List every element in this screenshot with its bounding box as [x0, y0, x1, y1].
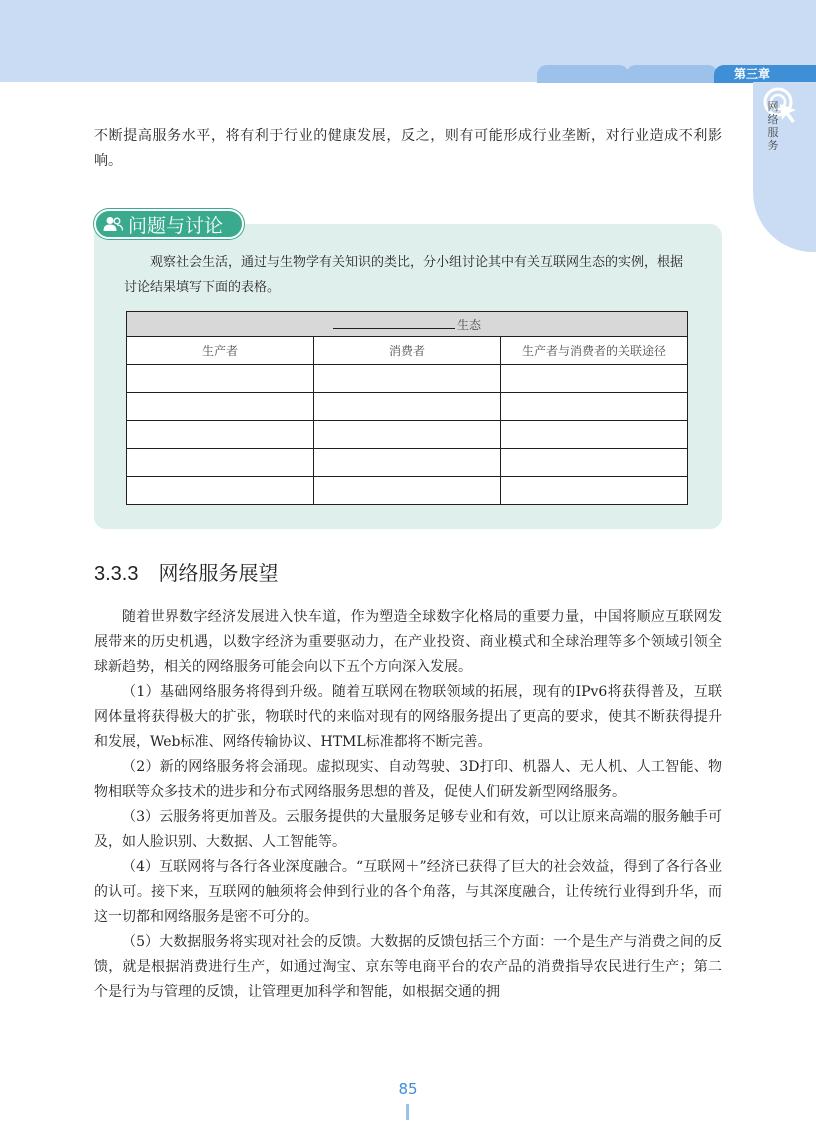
table-cell[interactable] [314, 449, 501, 477]
table-row [127, 393, 688, 421]
intro-paragraph [94, 124, 722, 174]
header-producer: 生产者 [127, 337, 314, 365]
table-row [127, 449, 688, 477]
section-title: 网络服务展望 [158, 563, 279, 585]
table-cell[interactable] [314, 365, 501, 393]
table-cell[interactable] [314, 393, 501, 421]
discussion-title: 问题与讨论 [94, 209, 244, 239]
intro-text: 不断提高服务水平，将有利于行业的健康发展，反之，则有可能形成行业垄断，对行业造成不利影响。 [94, 128, 722, 169]
paragraph: （4）互联网将与各行各业深度融合。“互联网＋”经济已获得了巨大的社会效益，得到了各行各业的认可。接下来，互联网的触须将会伸到行业的各个角落，与其深度融合，让传统行业得到升华，而这一切都和网络服务是密不可分的。 [94, 859, 722, 925]
table-cell[interactable] [127, 421, 314, 449]
page-tick [406, 1104, 409, 1120]
fill-in-blank[interactable] [333, 316, 455, 329]
table-row [127, 421, 688, 449]
table-row [127, 477, 688, 505]
chapter-tab: 第三章 [714, 65, 816, 83]
table-cell[interactable] [314, 477, 501, 505]
header-consumer: 消费者 [314, 337, 501, 365]
paragraph: 随着世界数字经济发展进入快车道，作为塑造全球数字化格局的重要力量，中国将顺应互联网发展带来的历史机遇，以数字经济为重要驱动力，在产业投资、商业模式和全球治理等多个领域引领全球新趋势，相关的网络服务可能会向以下五个方向深入发展。 [94, 609, 722, 675]
table-cell[interactable] [127, 393, 314, 421]
table-cell[interactable] [501, 365, 688, 393]
paragraph: （5）大数据服务将实现对社会的反馈。大数据的反馈包括三个方面：一个是生产与消费之间的反馈，就是根据消费进行生产，如通过淘宝、京东等电商平台的农产品的消费指导农民进行生产；第二个是行为与管理的反馈，让管理更加科学和智能，如根据交通的拥 [94, 934, 722, 1000]
header-tab-blank-2 [626, 65, 718, 83]
discussion-prompt [124, 250, 694, 300]
section-heading [94, 557, 278, 586]
section-number: 3.3.3 [94, 563, 139, 585]
table-cell[interactable] [314, 421, 501, 449]
paragraph: （2）新的网络服务将会涌现。虚拟现实、自动驾驶、3D打印、机器人、无人机、人工智能、物物相联等众多技术的进步和分布式网络服务思想的普及，促使人们研发新型网络服务。 [94, 759, 722, 800]
paragraph: （3）云服务将更加普及。云服务提供的大量服务足够专业和有效，可以让原来高端的服务触手可及，如人脸识别、大数据、人工智能等。 [94, 809, 722, 850]
header-relation: 生产者与消费者的关联途径 [501, 337, 688, 365]
table-cell[interactable] [501, 393, 688, 421]
page-number: 85 [398, 1080, 418, 1098]
side-label: 网络服务 [767, 100, 779, 152]
people-icon [103, 216, 123, 232]
table-cell[interactable] [127, 477, 314, 505]
table-cell[interactable] [501, 421, 688, 449]
ecosystem-table [126, 311, 688, 505]
paragraph: （1）基础网络服务将得到升级。随着互联网在物联领域的拓展，现有的IPv6将获得普及，互联网体量将获得极大的扩张，物联时代的来临对现有的网络服务提出了更高的要求，使其不断获得提升和发展，Web标准、网络传输协议、HTML标准都将不断完善。 [94, 684, 722, 750]
table-cell[interactable] [127, 365, 314, 393]
table-cell[interactable] [501, 449, 688, 477]
table-cell[interactable] [501, 477, 688, 505]
main-body [94, 605, 722, 1005]
table-caption: 生态 [127, 312, 688, 337]
table-row [127, 365, 688, 393]
discussion-prompt-text: 观察社会生活，通过与生物学有关知识的类比，分小组讨论其中有关互联网生态的实例，根据讨论结果填写下面的表格。 [124, 255, 684, 295]
header-tab-blank-1 [537, 65, 629, 83]
table-cell[interactable] [127, 449, 314, 477]
